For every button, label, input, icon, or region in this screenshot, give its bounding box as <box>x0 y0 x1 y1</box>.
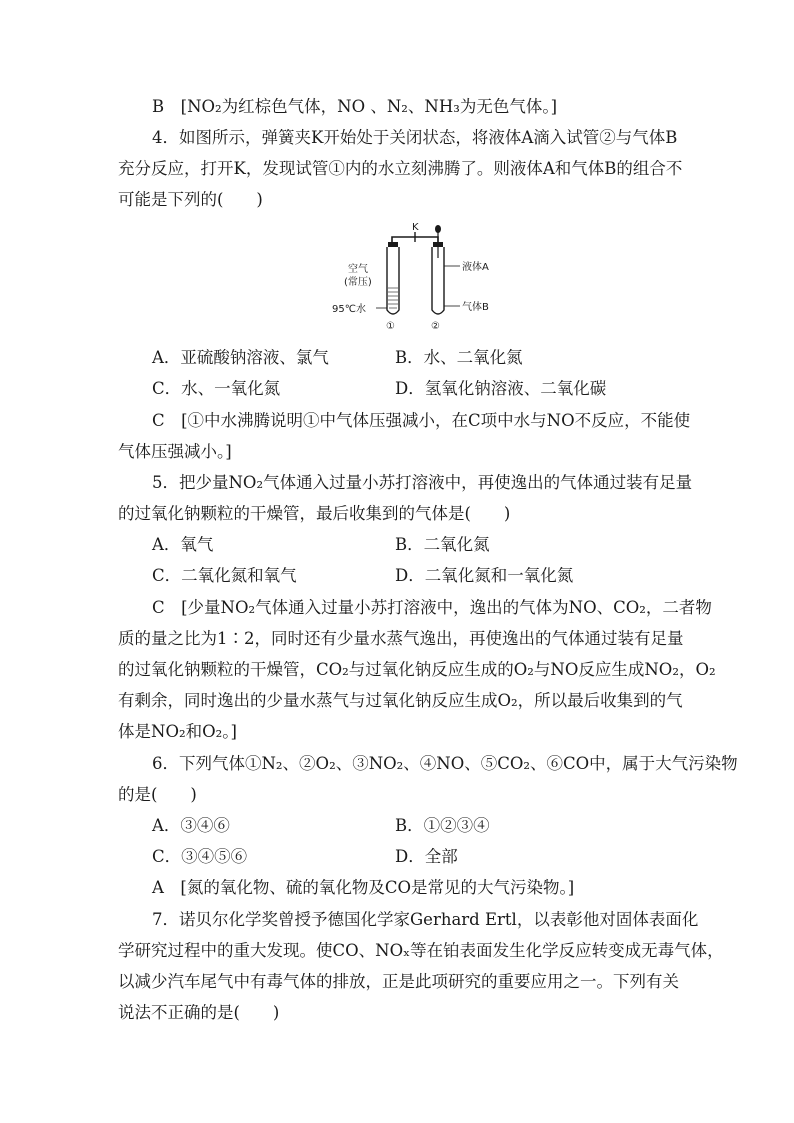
question-7-text: 学研究过程中的重大发现。使CO、NOₓ等在铂表面发生化学反应转变成无毒气体， <box>118 941 724 960</box>
option-b: B．二氧化氮 <box>395 535 490 554</box>
option-b: B．①②③④ <box>395 816 490 835</box>
option-a: A．③④⑥ <box>152 816 230 835</box>
answer-line: 质的量之比为1∶2，同时还有少量水蒸气逸出，再使逸出的气体通过装有足量 <box>118 629 684 648</box>
gas-b-label: 气体B <box>462 302 489 313</box>
option-a: A．亚硫酸钠溶液、氯气 <box>152 348 329 367</box>
answer-line: 有剩余，同时逸出的少量水蒸气与过氧化钠反应生成O₂，所以最后收集到的气 <box>118 691 683 710</box>
question-4-text: 可能是下列的( ) <box>118 190 263 209</box>
answer-line: C [少量NO₂气体通入过量小苏打溶液中，逸出的气体为NO、CO₂，二者物 <box>152 598 712 617</box>
answer-line: B [NO₂为红棕色气体，NO 、N₂、NH₃为无色气体。] <box>152 97 558 116</box>
option-c: C．水、一氧化氮 <box>152 379 281 398</box>
water-label: 95℃水 <box>332 304 366 315</box>
air-label: 空气 <box>348 264 368 275</box>
answer-line: C [①中水沸腾说明①中气体压强减小，在C项中水与NO不反应，不能使 <box>152 411 691 430</box>
question-5-text: 的过氧化钠颗粒的干燥管，最后收集到的气体是( ) <box>118 504 511 523</box>
tube-1-label: ① <box>386 321 395 332</box>
answer-line: 体是NO₂和O₂。] <box>118 722 237 741</box>
answer-line: 气体压强减小。] <box>118 442 232 461</box>
clamp-label: K <box>412 222 419 233</box>
pressure-label: (常压) <box>344 277 372 288</box>
question-4-text: 4．如图所示，弹簧夹K开始处于关闭状态，将液体A滴入试管②与气体B <box>152 128 678 147</box>
option-d: D．氢氧化钠溶液、二氧化碳 <box>395 379 607 398</box>
answer-line: 的过氧化钠颗粒的干燥管，CO₂与过氧化钠反应生成的O₂与NO反应生成NO₂，O₂ <box>118 660 716 679</box>
answer-line: A [氮的氧化物、硫的氧化物及CO是常见的大气污染物。] <box>152 878 575 897</box>
question-6-text: 6．下列气体①N₂、②O₂、③NO₂、④NO、⑤CO₂、⑥CO中，属于大气污染物 <box>152 754 738 773</box>
tube-2-label: ② <box>431 321 440 332</box>
option-c: C．③④⑤⑥ <box>152 847 248 866</box>
question-6-text: 的是( ) <box>118 785 197 804</box>
option-d: D．二氧化氮和一氧化氮 <box>395 566 574 585</box>
option-d: D．全部 <box>395 847 458 866</box>
question-5-text: 5．把少量NO₂气体通入过量小苏打溶液中，再使逸出的气体通过装有足量 <box>152 473 693 492</box>
apparatus-figure <box>330 222 500 332</box>
option-c: C．二氧化氮和氧气 <box>152 566 297 585</box>
option-a: A．氧气 <box>152 535 214 554</box>
question-7-text: 7．诺贝尔化学奖曾授予德国化学家Gerhard Ertl，以表彰他对固体表面化 <box>152 910 699 929</box>
option-b: B．水、二氧化氮 <box>395 348 523 367</box>
question-7-text: 以减少汽车尾气中有毒气体的排放，正是此项研究的重要应用之一。下列有关 <box>118 972 679 991</box>
liquid-a-label: 液体A <box>462 262 489 273</box>
question-7-text: 说法不正确的是( ) <box>118 1003 280 1022</box>
question-4-text: 充分反应，打开K，发现试管①内的水立刻沸腾了。则液体A和气体B的组合不 <box>118 159 683 178</box>
